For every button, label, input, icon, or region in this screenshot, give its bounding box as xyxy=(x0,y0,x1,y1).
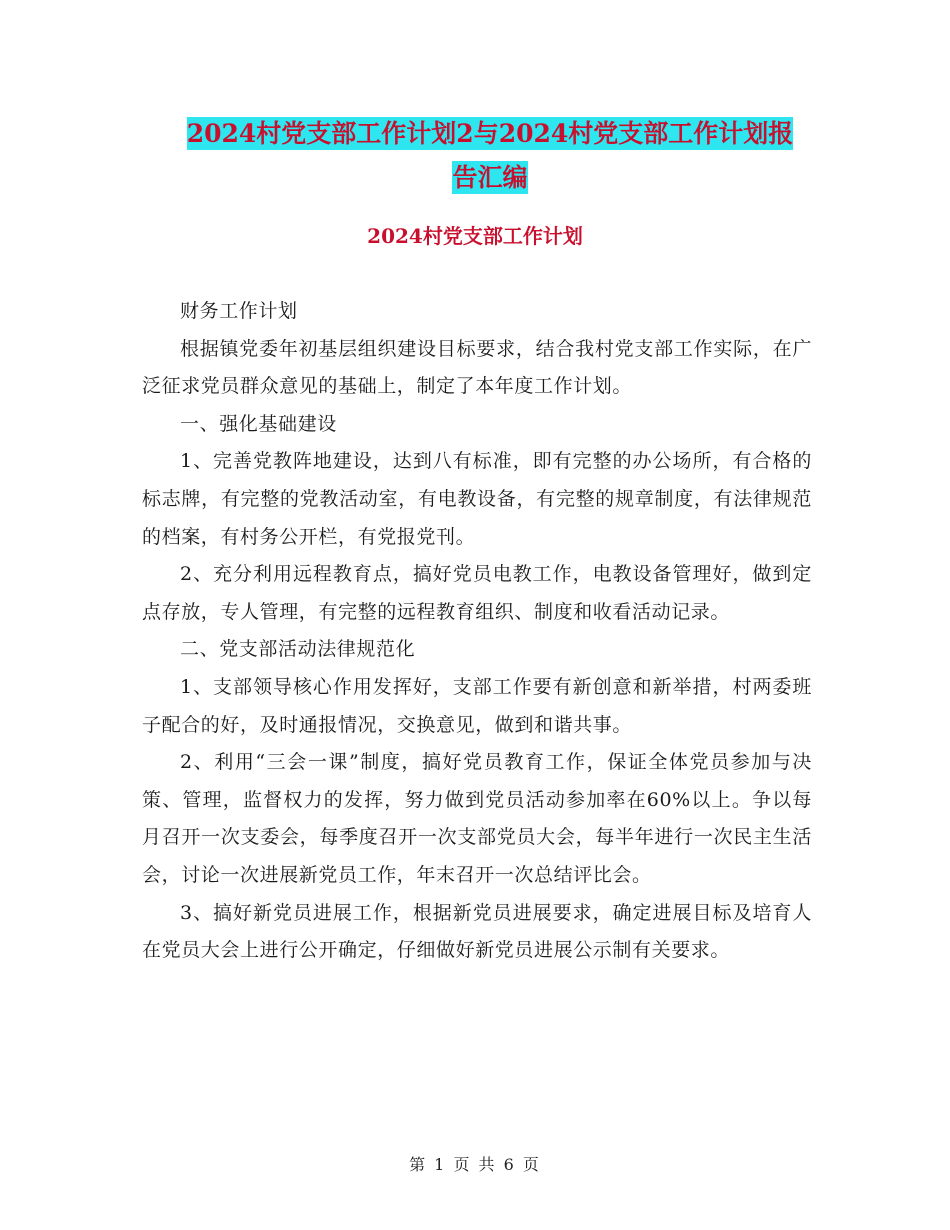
paragraph: 根据镇党委年初基层组织建设目标要求，结合我村党支部工作实际，在广泛征求党员群众意见的基础上，制定了本年度工作计划。 xyxy=(142,337,812,398)
main-title-line-1: 2024村党支部工作计划2与2024村党支部工作计划报 xyxy=(186,119,794,148)
paragraph: 1、完善党教阵地建设，达到八有标准，即有完整的办公场所，有合格的标志牌，有完整的党教活动室，有电教设备，有完整的规章制度，有法律规范的档案，有村务公开栏，有党报党刊。 xyxy=(142,450,812,548)
paragraph: 2、利用“三会一课”制度，搞好党员教育工作，保证全体党员参加与决策、管理，监督权力的发挥，努力做到党员活动参加率在60%以上。争以每月召开一次支委会，每季度召开一次支部党员大会，每半年进行一次民主生活会，讨论一次进展新党员工作，年末召开一次总结评比会。 xyxy=(142,751,812,886)
section-heading: 一、强化基础建设 xyxy=(180,412,337,435)
main-title-line-2: 告汇编 xyxy=(452,163,528,192)
paragraph: 2、充分利用远程教育点，搞好党员电教工作，电教设备管理好，做到定点存放，专人管理，有完整的远程教育组织、制度和收看活动记录。 xyxy=(142,563,812,623)
document-main-title xyxy=(140,112,840,200)
section-subtitle: 2024村党支部工作计划 xyxy=(367,224,583,248)
section-heading: 二、党支部活动法律规范化 xyxy=(180,638,416,661)
paragraph: 财务工作计划 xyxy=(180,300,298,322)
document-body xyxy=(142,293,812,970)
page-number-footer: 第 1 页 共 6 页 xyxy=(409,1155,541,1174)
paragraph: 1、支部领导核心作用发挥好，支部工作要有新创意和新举措，村两委班子配合的好，及时通报情况，交换意见，做到和谐共事。 xyxy=(142,675,812,736)
paragraph: 3、搞好新党员进展工作，根据新党员进展要求，确定进展目标及培育人在党员大会上进行公开确定，仔细做好新党员进展公示制有关要求。 xyxy=(142,901,812,962)
